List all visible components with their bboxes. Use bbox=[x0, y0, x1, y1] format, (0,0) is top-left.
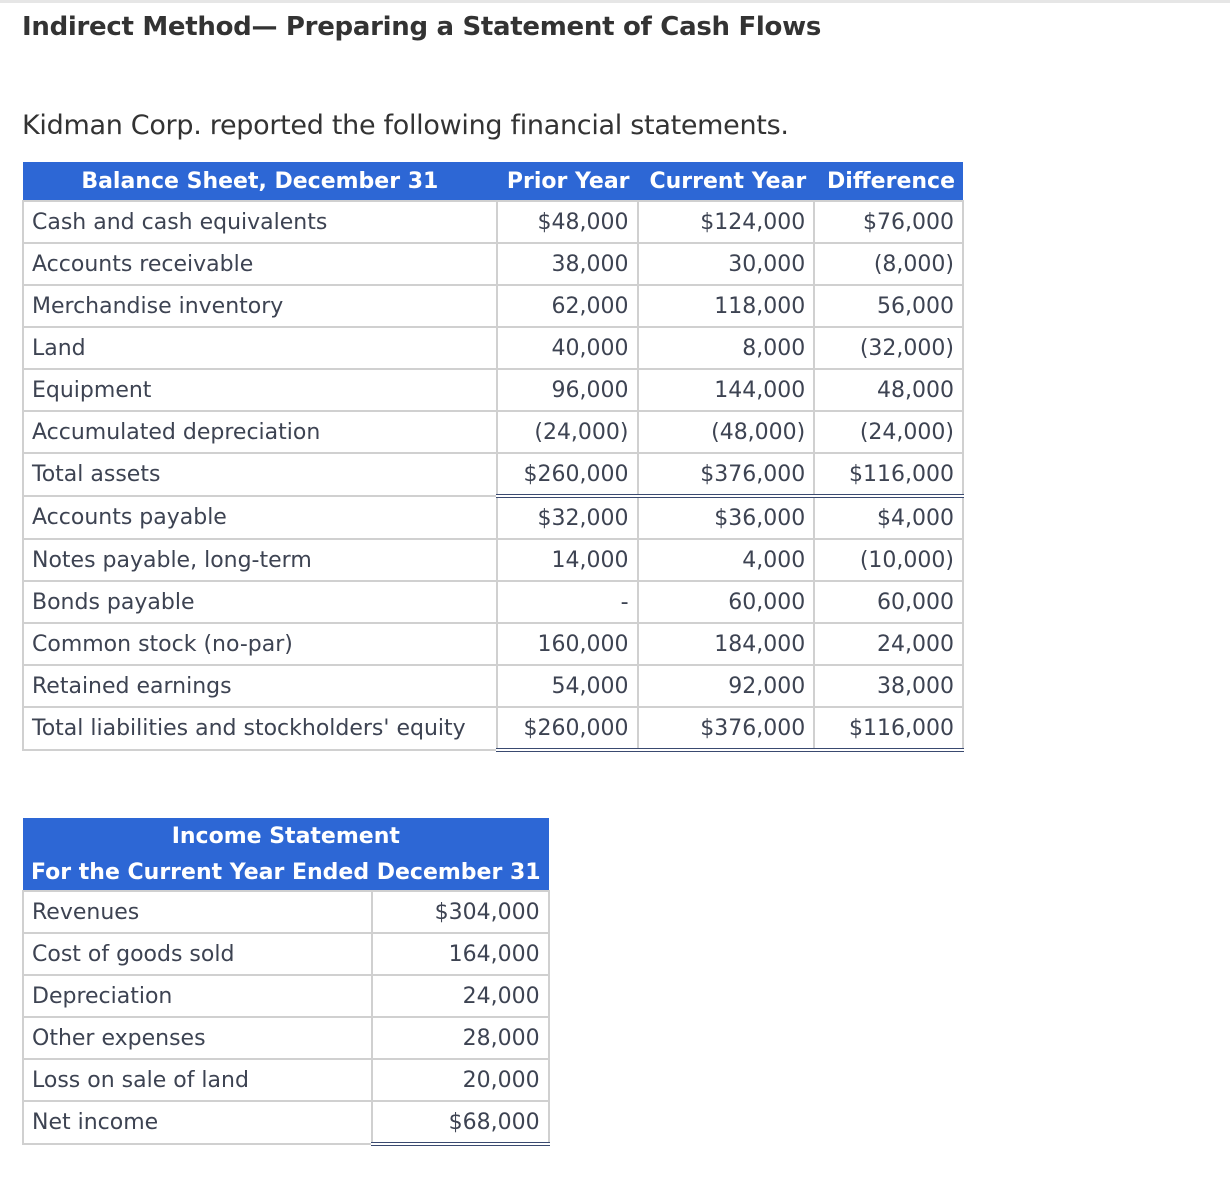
table-row bbox=[23, 1101, 549, 1144]
row-value: - bbox=[497, 581, 638, 623]
row-value: $48,000 bbox=[497, 201, 638, 243]
row-value: 30,000 bbox=[638, 243, 815, 285]
row-value: (32,000) bbox=[814, 327, 963, 369]
row-value: 20,000 bbox=[372, 1059, 549, 1101]
row-value: 62,000 bbox=[497, 285, 638, 327]
row-value: (8,000) bbox=[814, 243, 963, 285]
row-label: Retained earnings bbox=[23, 665, 497, 707]
header-difference: Difference bbox=[814, 162, 963, 201]
row-value: 54,000 bbox=[497, 665, 638, 707]
row-value: $304,000 bbox=[372, 891, 549, 933]
row-value: 28,000 bbox=[372, 1017, 549, 1059]
row-value: $260,000 bbox=[497, 453, 638, 496]
table-row bbox=[23, 243, 963, 285]
table-row bbox=[23, 1059, 549, 1101]
row-value: $36,000 bbox=[638, 496, 815, 539]
row-value: 40,000 bbox=[497, 327, 638, 369]
row-label: Revenues bbox=[23, 891, 372, 933]
row-value: 24,000 bbox=[372, 975, 549, 1017]
table-row bbox=[23, 975, 549, 1017]
row-value: $376,000 bbox=[638, 453, 815, 496]
row-value: $116,000 bbox=[814, 453, 963, 496]
income-statement-title: Income Statement bbox=[23, 818, 549, 854]
table-row bbox=[23, 496, 963, 539]
row-value: $4,000 bbox=[814, 496, 963, 539]
row-value: 4,000 bbox=[638, 539, 815, 581]
table-row bbox=[23, 1017, 549, 1059]
row-value: 118,000 bbox=[638, 285, 815, 327]
row-value: 160,000 bbox=[497, 623, 638, 665]
row-value: 56,000 bbox=[814, 285, 963, 327]
row-label: Accounts receivable bbox=[23, 243, 497, 285]
row-value: 144,000 bbox=[638, 369, 815, 411]
row-value: $76,000 bbox=[814, 201, 963, 243]
header-current-year: Current Year bbox=[638, 162, 815, 201]
row-label: Land bbox=[23, 327, 497, 369]
table-row bbox=[23, 285, 963, 327]
row-value: 164,000 bbox=[372, 933, 549, 975]
row-label: Notes payable, long-term bbox=[23, 539, 497, 581]
row-value: $376,000 bbox=[638, 707, 815, 750]
row-label: Common stock (no-par) bbox=[23, 623, 497, 665]
row-value: 38,000 bbox=[814, 665, 963, 707]
row-value: (24,000) bbox=[814, 411, 963, 453]
table-row bbox=[23, 623, 963, 665]
row-value: $32,000 bbox=[497, 496, 638, 539]
table-row bbox=[23, 707, 963, 750]
top-divider bbox=[0, 0, 1230, 3]
row-value: 92,000 bbox=[638, 665, 815, 707]
row-label: Cost of goods sold bbox=[23, 933, 372, 975]
row-value: (24,000) bbox=[497, 411, 638, 453]
table-row bbox=[23, 539, 963, 581]
row-value: $260,000 bbox=[497, 707, 638, 750]
row-label: Total assets bbox=[23, 453, 497, 496]
table-row bbox=[23, 933, 549, 975]
header-label: Balance Sheet, December 31 bbox=[23, 162, 497, 201]
row-label: Merchandise inventory bbox=[23, 285, 497, 327]
intro-text: Kidman Corp. reported the following financial statements. bbox=[22, 110, 789, 141]
row-label: Other expenses bbox=[23, 1017, 372, 1059]
row-label: Cash and cash equivalents bbox=[23, 201, 497, 243]
header-prior-year: Prior Year bbox=[497, 162, 638, 201]
row-value: 48,000 bbox=[814, 369, 963, 411]
row-value: 60,000 bbox=[638, 581, 815, 623]
table-row bbox=[23, 453, 963, 496]
row-value: $124,000 bbox=[638, 201, 815, 243]
balance-sheet-header bbox=[23, 162, 963, 201]
table-row bbox=[23, 201, 963, 243]
row-value: $116,000 bbox=[814, 707, 963, 750]
row-value: 184,000 bbox=[638, 623, 815, 665]
page-title: Indirect Method— Preparing a Statement of Cash Flows bbox=[22, 12, 821, 42]
income-statement-table bbox=[22, 818, 550, 1146]
balance-sheet-table bbox=[22, 162, 964, 752]
row-value: 96,000 bbox=[497, 369, 638, 411]
row-value: 14,000 bbox=[497, 539, 638, 581]
row-value: 8,000 bbox=[638, 327, 815, 369]
row-value: (48,000) bbox=[638, 411, 815, 453]
income-statement-period: For the Current Year Ended December 31 bbox=[23, 854, 549, 891]
row-label: Net income bbox=[23, 1101, 372, 1144]
table-row bbox=[23, 581, 963, 623]
row-label: Bonds payable bbox=[23, 581, 497, 623]
table-row bbox=[23, 665, 963, 707]
row-label: Loss on sale of land bbox=[23, 1059, 372, 1101]
row-value: 24,000 bbox=[814, 623, 963, 665]
row-label: Accumulated depreciation bbox=[23, 411, 497, 453]
row-value: 38,000 bbox=[497, 243, 638, 285]
row-label: Depreciation bbox=[23, 975, 372, 1017]
table-row bbox=[23, 369, 963, 411]
row-value: $68,000 bbox=[372, 1101, 549, 1144]
row-label: Accounts payable bbox=[23, 496, 497, 539]
table-row bbox=[23, 891, 549, 933]
table-row bbox=[23, 327, 963, 369]
table-row bbox=[23, 411, 963, 453]
row-label: Total liabilities and stockholders' equity bbox=[23, 707, 497, 750]
row-value: (10,000) bbox=[814, 539, 963, 581]
row-value: 60,000 bbox=[814, 581, 963, 623]
row-label: Equipment bbox=[23, 369, 497, 411]
